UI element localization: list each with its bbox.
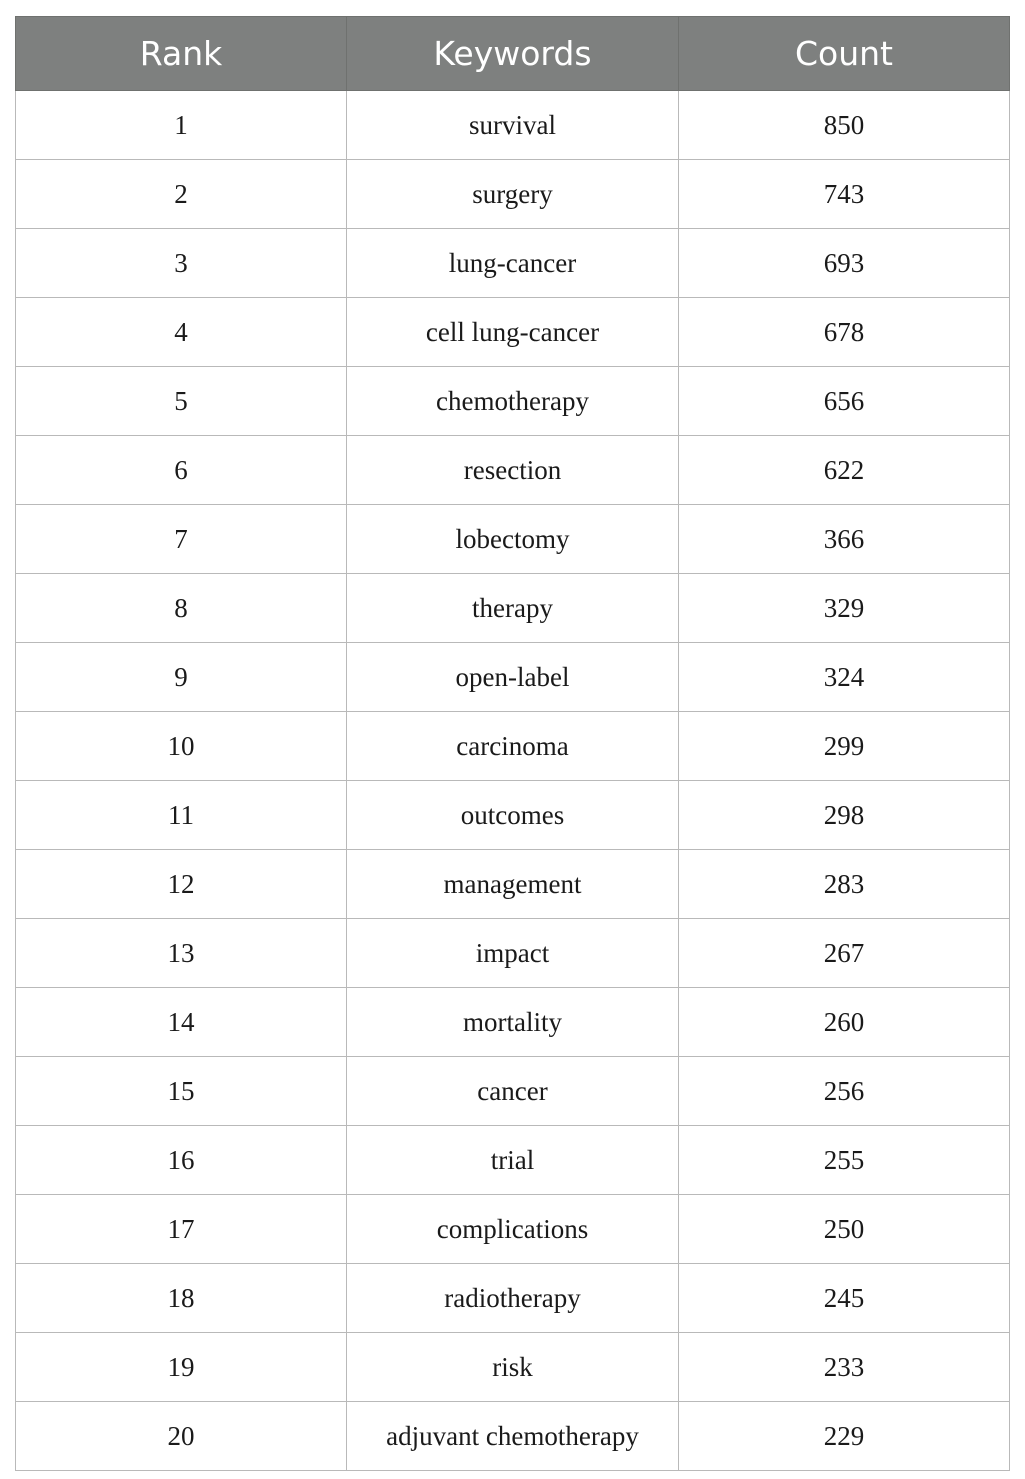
- cell-keyword: radiotherapy: [347, 1264, 679, 1333]
- cell-keyword: resection: [347, 436, 679, 505]
- cell-rank: 13: [16, 919, 347, 988]
- cell-keyword: mortality: [347, 988, 679, 1057]
- table-row: [16, 436, 1010, 505]
- cell-rank: 9: [16, 643, 347, 712]
- table-row: [16, 91, 1010, 160]
- table-row: [16, 1126, 1010, 1195]
- table-row: [16, 1333, 1010, 1402]
- table-row: [16, 988, 1010, 1057]
- cell-count: 622: [679, 436, 1010, 505]
- cell-count: 245: [679, 1264, 1010, 1333]
- cell-rank: 1: [16, 91, 347, 160]
- table-row: [16, 1402, 1010, 1471]
- table-row: [16, 229, 1010, 298]
- cell-count: 298: [679, 781, 1010, 850]
- header-rank: Rank: [16, 17, 347, 91]
- table-row: [16, 298, 1010, 367]
- table-row: [16, 712, 1010, 781]
- cell-rank: 11: [16, 781, 347, 850]
- cell-count: 229: [679, 1402, 1010, 1471]
- table-row: [16, 574, 1010, 643]
- cell-rank: 19: [16, 1333, 347, 1402]
- header-count: Count: [679, 17, 1010, 91]
- cell-rank: 18: [16, 1264, 347, 1333]
- table-row: [16, 160, 1010, 229]
- cell-rank: 5: [16, 367, 347, 436]
- cell-keyword: trial: [347, 1126, 679, 1195]
- cell-rank: 10: [16, 712, 347, 781]
- cell-count: 678: [679, 298, 1010, 367]
- table-row: [16, 1057, 1010, 1126]
- cell-count: 256: [679, 1057, 1010, 1126]
- cell-keyword: lung-cancer: [347, 229, 679, 298]
- cell-keyword: risk: [347, 1333, 679, 1402]
- cell-keyword: chemotherapy: [347, 367, 679, 436]
- cell-rank: 15: [16, 1057, 347, 1126]
- table-row: [16, 505, 1010, 574]
- cell-rank: 20: [16, 1402, 347, 1471]
- cell-rank: 2: [16, 160, 347, 229]
- cell-keyword: cell lung-cancer: [347, 298, 679, 367]
- table-row: [16, 919, 1010, 988]
- cell-rank: 6: [16, 436, 347, 505]
- cell-keyword: lobectomy: [347, 505, 679, 574]
- cell-count: 329: [679, 574, 1010, 643]
- cell-count: 250: [679, 1195, 1010, 1264]
- cell-count: 366: [679, 505, 1010, 574]
- cell-rank: 16: [16, 1126, 347, 1195]
- cell-count: 299: [679, 712, 1010, 781]
- table-row: [16, 850, 1010, 919]
- cell-rank: 8: [16, 574, 347, 643]
- cell-count: 283: [679, 850, 1010, 919]
- cell-keyword: cancer: [347, 1057, 679, 1126]
- cell-count: 743: [679, 160, 1010, 229]
- cell-count: 233: [679, 1333, 1010, 1402]
- cell-keyword: impact: [347, 919, 679, 988]
- keywords-table: [15, 16, 1010, 1471]
- cell-rank: 14: [16, 988, 347, 1057]
- cell-count: 255: [679, 1126, 1010, 1195]
- table-row: [16, 1195, 1010, 1264]
- cell-rank: 17: [16, 1195, 347, 1264]
- cell-keyword: survival: [347, 91, 679, 160]
- cell-keyword: surgery: [347, 160, 679, 229]
- cell-keyword: management: [347, 850, 679, 919]
- cell-keyword: adjuvant chemotherapy: [347, 1402, 679, 1471]
- cell-rank: 3: [16, 229, 347, 298]
- table-row: [16, 643, 1010, 712]
- cell-count: 850: [679, 91, 1010, 160]
- header-row: [16, 17, 1010, 91]
- table-body: [16, 91, 1010, 1471]
- cell-count: 260: [679, 988, 1010, 1057]
- cell-rank: 4: [16, 298, 347, 367]
- cell-count: 324: [679, 643, 1010, 712]
- cell-count: 693: [679, 229, 1010, 298]
- table-row: [16, 367, 1010, 436]
- table-header: [16, 17, 1010, 91]
- cell-rank: 12: [16, 850, 347, 919]
- cell-keyword: open-label: [347, 643, 679, 712]
- cell-keyword: therapy: [347, 574, 679, 643]
- cell-keyword: outcomes: [347, 781, 679, 850]
- header-keywords: Keywords: [347, 17, 679, 91]
- cell-count: 656: [679, 367, 1010, 436]
- cell-keyword: complications: [347, 1195, 679, 1264]
- cell-count: 267: [679, 919, 1010, 988]
- cell-rank: 7: [16, 505, 347, 574]
- table-row: [16, 1264, 1010, 1333]
- cell-keyword: carcinoma: [347, 712, 679, 781]
- table-row: [16, 781, 1010, 850]
